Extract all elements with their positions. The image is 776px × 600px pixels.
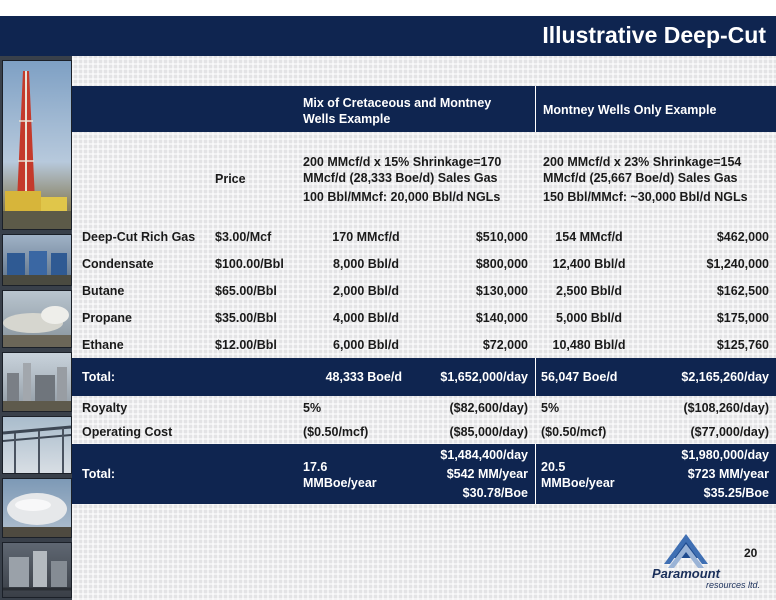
drilling-rig-photo xyxy=(2,60,72,230)
montney-total-volume: 56,047 Boe/d xyxy=(541,370,618,384)
product-price: $100.00/Bbl xyxy=(215,257,284,271)
product-price: $12.00/Bbl xyxy=(215,338,277,352)
montney-royalty-amount: ($108,260/day) xyxy=(683,401,769,415)
mix-volume: 2,000 Bbl/d xyxy=(333,284,399,298)
header-separator xyxy=(535,86,536,132)
product-name: Condensate xyxy=(82,257,154,271)
mix-ngl-assumption: 100 Bbl/MMcf: 20,000 Bbl/d NGLs xyxy=(303,190,501,204)
mix-operating-cost-rate: ($0.50/mcf) xyxy=(303,425,369,439)
mix-total-revenue: $1,652,000/day xyxy=(440,370,528,384)
montney-volume: 5,000 Bbl/d xyxy=(556,311,622,325)
montney-revenue: $1,240,000 xyxy=(706,257,769,271)
mix-royalty-rate: 5% xyxy=(303,401,322,415)
montney-annual-boe: 20.5 MMBoe/year xyxy=(541,460,615,490)
montney-total-per-boe: $35.25/Boe xyxy=(703,486,769,500)
content-background xyxy=(72,56,776,600)
total-year-separator xyxy=(535,444,536,504)
total-separator xyxy=(535,358,536,396)
total-label: Total: xyxy=(82,370,116,384)
mix-operating-cost-amount: ($85,000/day) xyxy=(449,425,528,439)
header-montney: Montney Wells Only Example xyxy=(543,103,717,117)
mix-total-volume: 48,333 Boe/d xyxy=(325,370,402,384)
mix-revenue: $800,000 xyxy=(475,257,528,271)
royalty-label: Royalty xyxy=(82,401,128,415)
photo-strip xyxy=(0,56,72,600)
total-year-label: Total: xyxy=(82,467,116,481)
header-mix: Mix of Cretaceous and Montney Wells Example xyxy=(303,96,492,126)
page-number: 20 xyxy=(744,546,758,560)
slide-title: Illustrative Deep-Cut xyxy=(542,22,766,48)
gas-plant-photo xyxy=(2,352,72,412)
montney-total-revenue: $2,165,260/day xyxy=(681,370,769,384)
product-price: $65.00/Bbl xyxy=(215,284,277,298)
product-price: $35.00/Bbl xyxy=(215,311,277,325)
montney-revenue: $462,000 xyxy=(716,230,769,244)
montney-volume: 12,400 Bbl/d xyxy=(552,257,626,271)
montney-ngl-assumption: 150 Bbl/MMcf: ~30,000 Bbl/d NGLs xyxy=(543,190,748,204)
mix-revenue: $140,000 xyxy=(475,311,528,325)
pipe-rack-photo xyxy=(2,416,72,474)
montney-gas-assumption: 200 MMcf/d x 23% Shrinkage=154 MMcf/d (25,667 Boe/d) Sales Gas xyxy=(543,155,742,185)
logo-subtitle: resources ltd. xyxy=(706,580,761,590)
mix-revenue: $130,000 xyxy=(475,284,528,298)
montney-volume: 154 MMcf/d xyxy=(555,230,623,244)
mix-volume: 6,000 Bbl/d xyxy=(333,338,399,352)
montney-volume: 2,500 Bbl/d xyxy=(556,284,622,298)
product-name: Deep-Cut Rich Gas xyxy=(82,230,196,244)
mix-annual-boe: 17.6 MMBoe/year xyxy=(303,460,377,490)
compressor-units-photo xyxy=(2,234,72,286)
montney-revenue: $175,000 xyxy=(716,311,769,325)
montney-total-per-day: $1,980,000/day xyxy=(681,448,769,462)
montney-royalty-rate: 5% xyxy=(541,401,560,415)
process-equipment-photo xyxy=(2,542,72,598)
mix-total-per-boe: $30.78/Boe xyxy=(462,486,528,500)
mix-revenue: $510,000 xyxy=(475,230,528,244)
mix-volume: 170 MMcf/d xyxy=(332,230,400,244)
mix-gas-assumption: 200 MMcf/d x 15% Shrinkage=170 MMcf/d (28,333 Boe/d) Sales Gas xyxy=(303,155,502,185)
mix-revenue: $72,000 xyxy=(482,338,528,352)
montney-operating-cost-amount: ($77,000/day) xyxy=(690,425,769,439)
price-label: Price xyxy=(215,172,246,186)
product-price: $3.00/Mcf xyxy=(215,230,272,244)
mix-volume: 4,000 Bbl/d xyxy=(333,311,399,325)
mix-total-per-day: $1,484,400/day xyxy=(440,448,528,462)
product-name: Butane xyxy=(82,284,125,298)
paramount-logo xyxy=(646,534,772,590)
montney-revenue: $162,500 xyxy=(716,284,769,298)
montney-total-per-year: $723 MM/year xyxy=(687,467,769,481)
product-name: Ethane xyxy=(82,338,124,352)
mix-volume: 8,000 Bbl/d xyxy=(333,257,399,271)
montney-operating-cost-rate: ($0.50/mcf) xyxy=(541,425,607,439)
logo-brand-name: Paramount xyxy=(652,566,720,581)
mix-total-per-year: $542 MM/year xyxy=(446,467,528,481)
pipeline-photo xyxy=(2,290,72,348)
mix-royalty-amount: ($82,600/day) xyxy=(449,401,528,415)
operating-cost-label: Operating Cost xyxy=(82,425,173,439)
title-bar xyxy=(0,16,776,56)
montney-revenue: $125,760 xyxy=(716,338,769,352)
storage-tank-photo xyxy=(2,478,72,538)
product-name: Propane xyxy=(82,311,133,325)
montney-volume: 10,480 Bbl/d xyxy=(552,338,626,352)
